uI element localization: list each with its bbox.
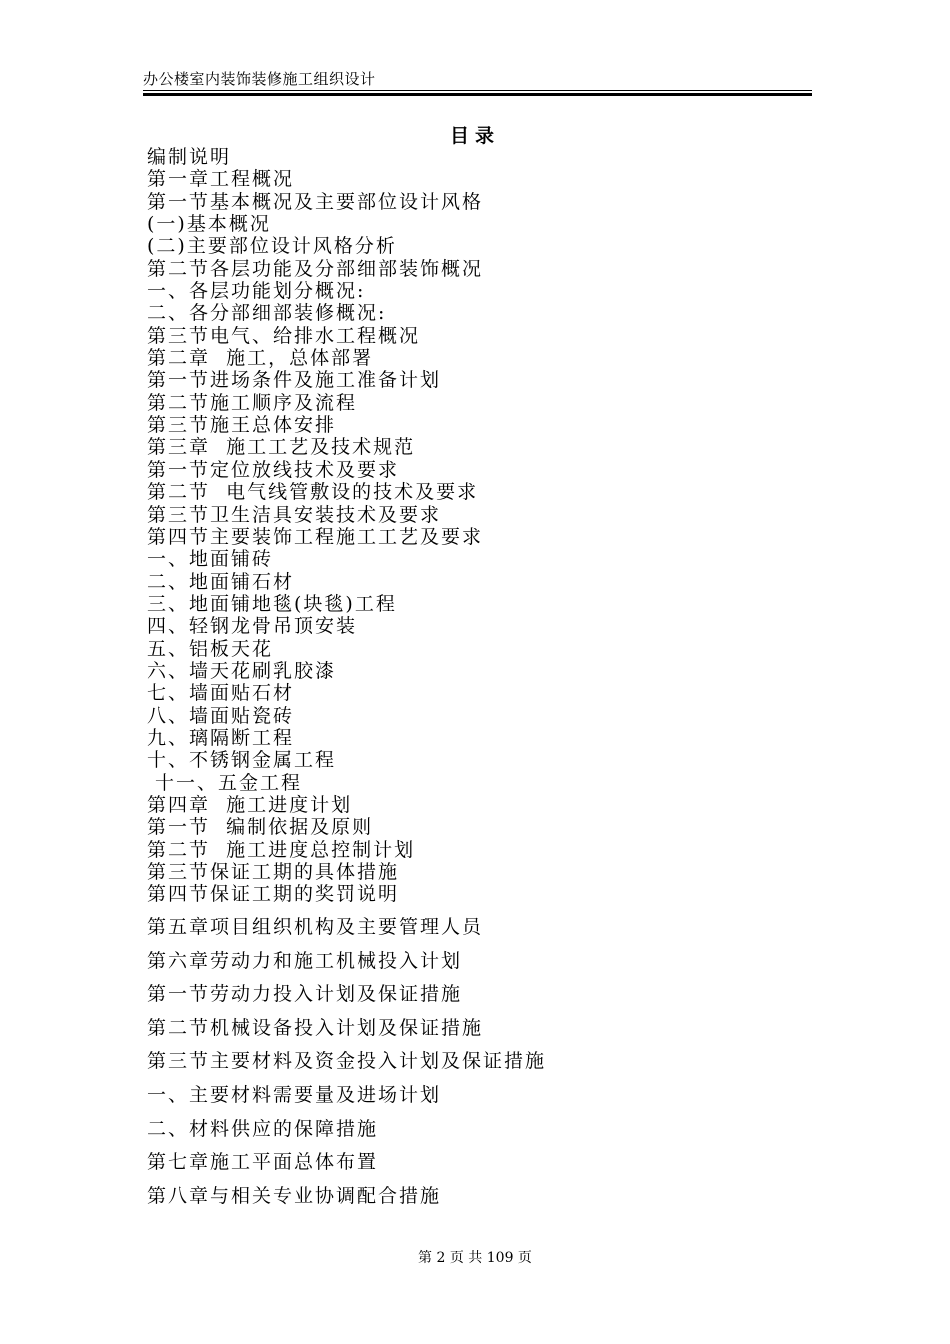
toc-entry: 第一章工程概况 (147, 168, 295, 191)
toc-entry: 一、各层功能划分概况: (147, 280, 366, 303)
toc-entry: 第四节主要装饰工程施工工艺及要求 (147, 525, 484, 548)
toc-entry: 第七章施工平面总体布置 (147, 1151, 379, 1174)
toc-entry: 第一节 编制依据及原则 (147, 816, 374, 839)
toc-entry: (二)主要部位设计风格分析 (147, 235, 397, 258)
toc-entry: 第三节主要材料及资金投入计划及保证措施 (147, 1050, 547, 1073)
toc-entry: 第一节劳动力投入计划及保证措施 (147, 983, 463, 1006)
toc-entry: 六、墙天花刷乳胶漆 (147, 659, 337, 682)
toc-entry: 第二章 施工，总体部署 (147, 347, 374, 370)
toc-entry: 第四节保证工期的奖罚说明 (147, 883, 400, 906)
toc-entry: 一、主要材料需要量及进场计划 (147, 1083, 442, 1106)
toc-entry: 第四章 施工进度计划 (147, 793, 353, 816)
toc-entry: 第五章项目组织机构及主要管理人员 (147, 916, 484, 938)
toc-entry: 二、材料供应的保障措施 (147, 1117, 379, 1140)
toc-entry: 二、各分部细部装修概况: (147, 302, 387, 325)
toc-entry: 第二节施工顺序及流程 (147, 391, 358, 414)
toc-entry: 十、不锈钢金属工程 (147, 749, 337, 772)
toc-entry: 一、地面铺砖 (147, 548, 274, 571)
toc-entry: 四、轻钢龙骨吊顶安装 (147, 615, 358, 638)
toc-entry: 八、墙面贴瓷砖 (147, 704, 295, 727)
toc-entry: 第六章劳动力和施工机械投入计划 (147, 949, 463, 972)
toc-entry: 第三节施王总体安排 (147, 414, 337, 437)
toc-entry: 第二节各层功能及分部细部装饰概况 (147, 257, 484, 280)
toc-list-dense (147, 146, 483, 906)
toc-entry: 第三节卫生洁具安装技术及要求 (147, 503, 442, 526)
toc-entry: 第二节机械设备投入计划及保证措施 (147, 1016, 484, 1039)
toc-entry: 第一节进场条件及施工准备计划 (147, 369, 442, 392)
toc-entry: 九、璃隔断工程 (147, 726, 295, 749)
toc-entry: 第二节 电气线管敷设的技术及要求 (147, 481, 479, 504)
document-header-title: 办公楼室内装饰装修施工组织设计 (143, 70, 376, 88)
page-number: 第 2 页 共 109 页 (418, 1250, 532, 1266)
header-divider-thick (143, 93, 812, 96)
toc-entry: 第八章与相关专业协调配合措施 (147, 1184, 442, 1207)
toc-entry: 第二节 施工进度总控制计划 (147, 838, 416, 861)
toc-entry: 七、墙面贴石材 (147, 682, 295, 705)
toc-title: 目录 (449, 125, 500, 147)
toc-entry: 二、地面铺石材 (147, 570, 295, 593)
header-divider-thin (143, 90, 812, 91)
toc-entry: 第三章 施工工艺及技术规范 (147, 436, 416, 459)
toc-entry: 五、铝板天花 (147, 637, 274, 660)
toc-entry: 三、地面铺地毯(块毯)工程 (147, 592, 397, 615)
toc-entry: 第三节电气、给排水工程概况 (147, 324, 421, 347)
toc-entry: 第一节定位放线技术及要求 (147, 458, 400, 481)
toc-entry: 第三节保证工期的具体措施 (147, 861, 400, 883)
toc-entry: (一)基本概况 (147, 213, 271, 236)
toc-entry: 十一、五金工程 (147, 771, 303, 794)
toc-entry: 编制说明 (147, 146, 232, 168)
toc-list-loose (147, 911, 546, 1213)
toc-entry: 第一节基本概况及主要部位设计风格 (147, 190, 484, 213)
